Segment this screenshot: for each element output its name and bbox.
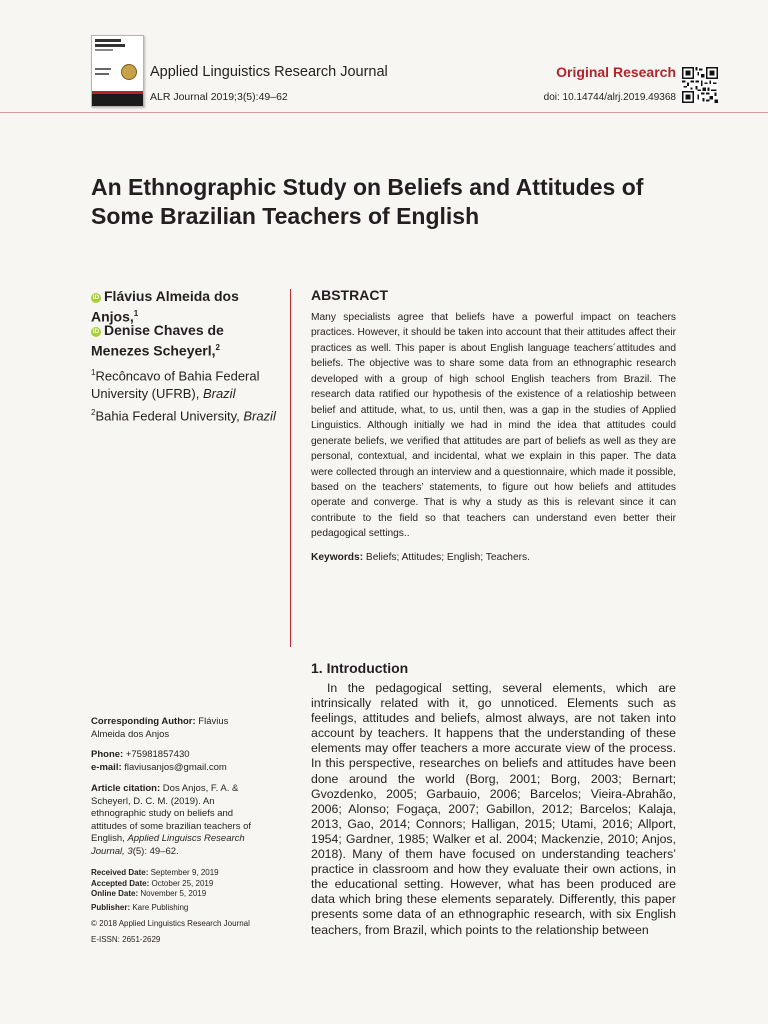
abstract-text: Many specialists agree that beliefs have a powerful impact on teachers practices. However, it should be taken into account that their attitudes affect their practices as well. This paper is about English language teachers´attitudes and beliefs. The objective was to share some data from an ethnographic research developed with a group of high school English teachers from Brazil. The research data ratified our hypothesis of the existence of a relatioship between belief and attitude, what, to us, until then, was a gap in the studies of Applied Linguistics. Although initially we had in mind the idea that attitudes could generate beliefs, we verified that attitudes are part of beliefs as well as they are personal, contextual, and incidental, what we explain in this paper. The data were collected through an interview and a questionnaire, which made it possible, based on the teachers’ statements, to figure out how beliefs and attitudes operate and converge. That is why a study as this is relevant since it can contribute to the field so that teachers can understand even better their pedagogical settings.. (311, 312, 676, 540)
corresponding-name: Flávius Almeida dos Anjos (91, 716, 229, 740)
journal-reference: ALR Journal 2019;3(5):49–62 (150, 91, 288, 103)
citation-text: Dos Anjos, F. A. & Scheyerl, D. C. M. (2019). An ethnographic study on beliefs and attitudes of some brazilian teachers of English, (91, 783, 252, 844)
affiliation-text: Bahia Federal University, (95, 408, 244, 424)
received-value: September 9, 2019 (148, 868, 219, 877)
accepted-label: Accepted Date: (91, 879, 150, 888)
publisher (91, 902, 271, 913)
article-type-label: Original Research (556, 64, 676, 80)
author-affiliation-marker: 1 (133, 309, 139, 318)
online-value: November 5, 2019 (138, 889, 207, 898)
keywords-label: Keywords: (311, 552, 364, 563)
qr-code-icon[interactable] (682, 67, 718, 103)
copyright: © 2018 Applied Linguistics Research Journal (91, 919, 250, 928)
phone-label: Phone: (91, 749, 124, 760)
publisher-value: Kare Publishing (130, 903, 189, 912)
introduction-text: In the pedagogical setting, several elements, which are intrinsically related with it, go unnoticed. Elements such as feelings, attitudes and beliefs, almost always, are not taken into account by teachers. It happens that the understanding of these elements may offer teachers a more accurate view of the process. In this perspective, researches on beliefs and attitudes have been done around the world (Borg, 2001; Borg, 2003; Bernart; Gvozdenko, 2005; Garbauio, 2006; Barcelos; Vieira-Abrahão, 2006; Alonso; Fogaça, 2007; Gabillon, 2012; Barcelos; Kalaja, 2013, Gao, 2014; Connors; Halligan, 2015; Utami, 2016; Allport, 1954; Gardner, 1985; Walker et al. 2004; Mackenzie, 2010; Anjos, 2018). Many of them have focused on understanding teachers’ practice in classroom and how they evaluate their own actions, in the educational setting. However, what has been produced are data which bring these elements separately. Differently, this paper presents some data of an ethnographic research, with six English teachers, from Brazil, which points to the relationship between (311, 681, 676, 937)
article-citation (91, 783, 271, 858)
publisher-label: Publisher: (91, 903, 131, 912)
keywords-list: Beliefs; Attitudes; English; Teachers. (363, 552, 530, 563)
section-heading-introduction: 1. Introduction (311, 660, 409, 676)
received-date (91, 867, 271, 878)
affiliation-marker: 1 (91, 368, 96, 377)
phone-line (91, 749, 271, 762)
author-affiliation-marker: 2 (215, 343, 220, 352)
corresponding-author (91, 716, 261, 741)
orcid-icon[interactable]: iD (92, 328, 100, 335)
online-date (91, 888, 271, 899)
accepted-value: October 25, 2019 (149, 879, 214, 888)
author-name: Flávius Almeida dos Anjos, (91, 288, 239, 325)
phone-value: +75981857430 (123, 749, 190, 760)
affiliation-1 (91, 364, 283, 403)
author-1 (91, 287, 281, 326)
affiliation-country: Brazil (243, 408, 276, 424)
email-line (91, 762, 271, 775)
affiliation-country: Brazil (202, 386, 236, 402)
affiliation-2 (91, 404, 283, 425)
received-label: Received Date: (91, 868, 149, 877)
affiliation-marker: 2 (91, 408, 96, 417)
online-label: Online Date: (91, 889, 139, 898)
author-2 (91, 321, 281, 360)
journal-cover-thumbnail (91, 35, 144, 107)
affiliation-text: Recôncavo of Bahia Federal University (UFRB), (91, 368, 260, 402)
journal-name: Applied Linguistics Research Journal (150, 64, 388, 80)
seal-icon (121, 64, 137, 80)
issn: E-ISSN: 2651-2629 (91, 935, 161, 944)
corresponding-label: Corresponding Author: (91, 716, 196, 727)
header-divider (0, 112, 768, 113)
citation-pages: (5): 49–62. (132, 845, 179, 857)
article-title: An Ethnographic Study on Beliefs and Attitudes of Some Brazilian Teachers of English (91, 174, 644, 229)
citation-journal: Applied Linguiscs Research Journal, 3 (91, 833, 245, 857)
email-label: e-mail: (91, 762, 122, 773)
doi-link[interactable]: doi: 10.14744/alrj.2019.49368 (543, 92, 676, 103)
author-name: Denise Chaves de Menezes Scheyerl, (91, 322, 224, 359)
abstract-heading: ABSTRACT (311, 287, 388, 303)
email-link[interactable]: flaviusanjos@gmail.com (121, 762, 227, 773)
column-divider (290, 289, 291, 647)
keywords (311, 552, 530, 563)
citation-label: Article citation: (91, 783, 161, 794)
orcid-icon[interactable]: iD (92, 294, 100, 301)
